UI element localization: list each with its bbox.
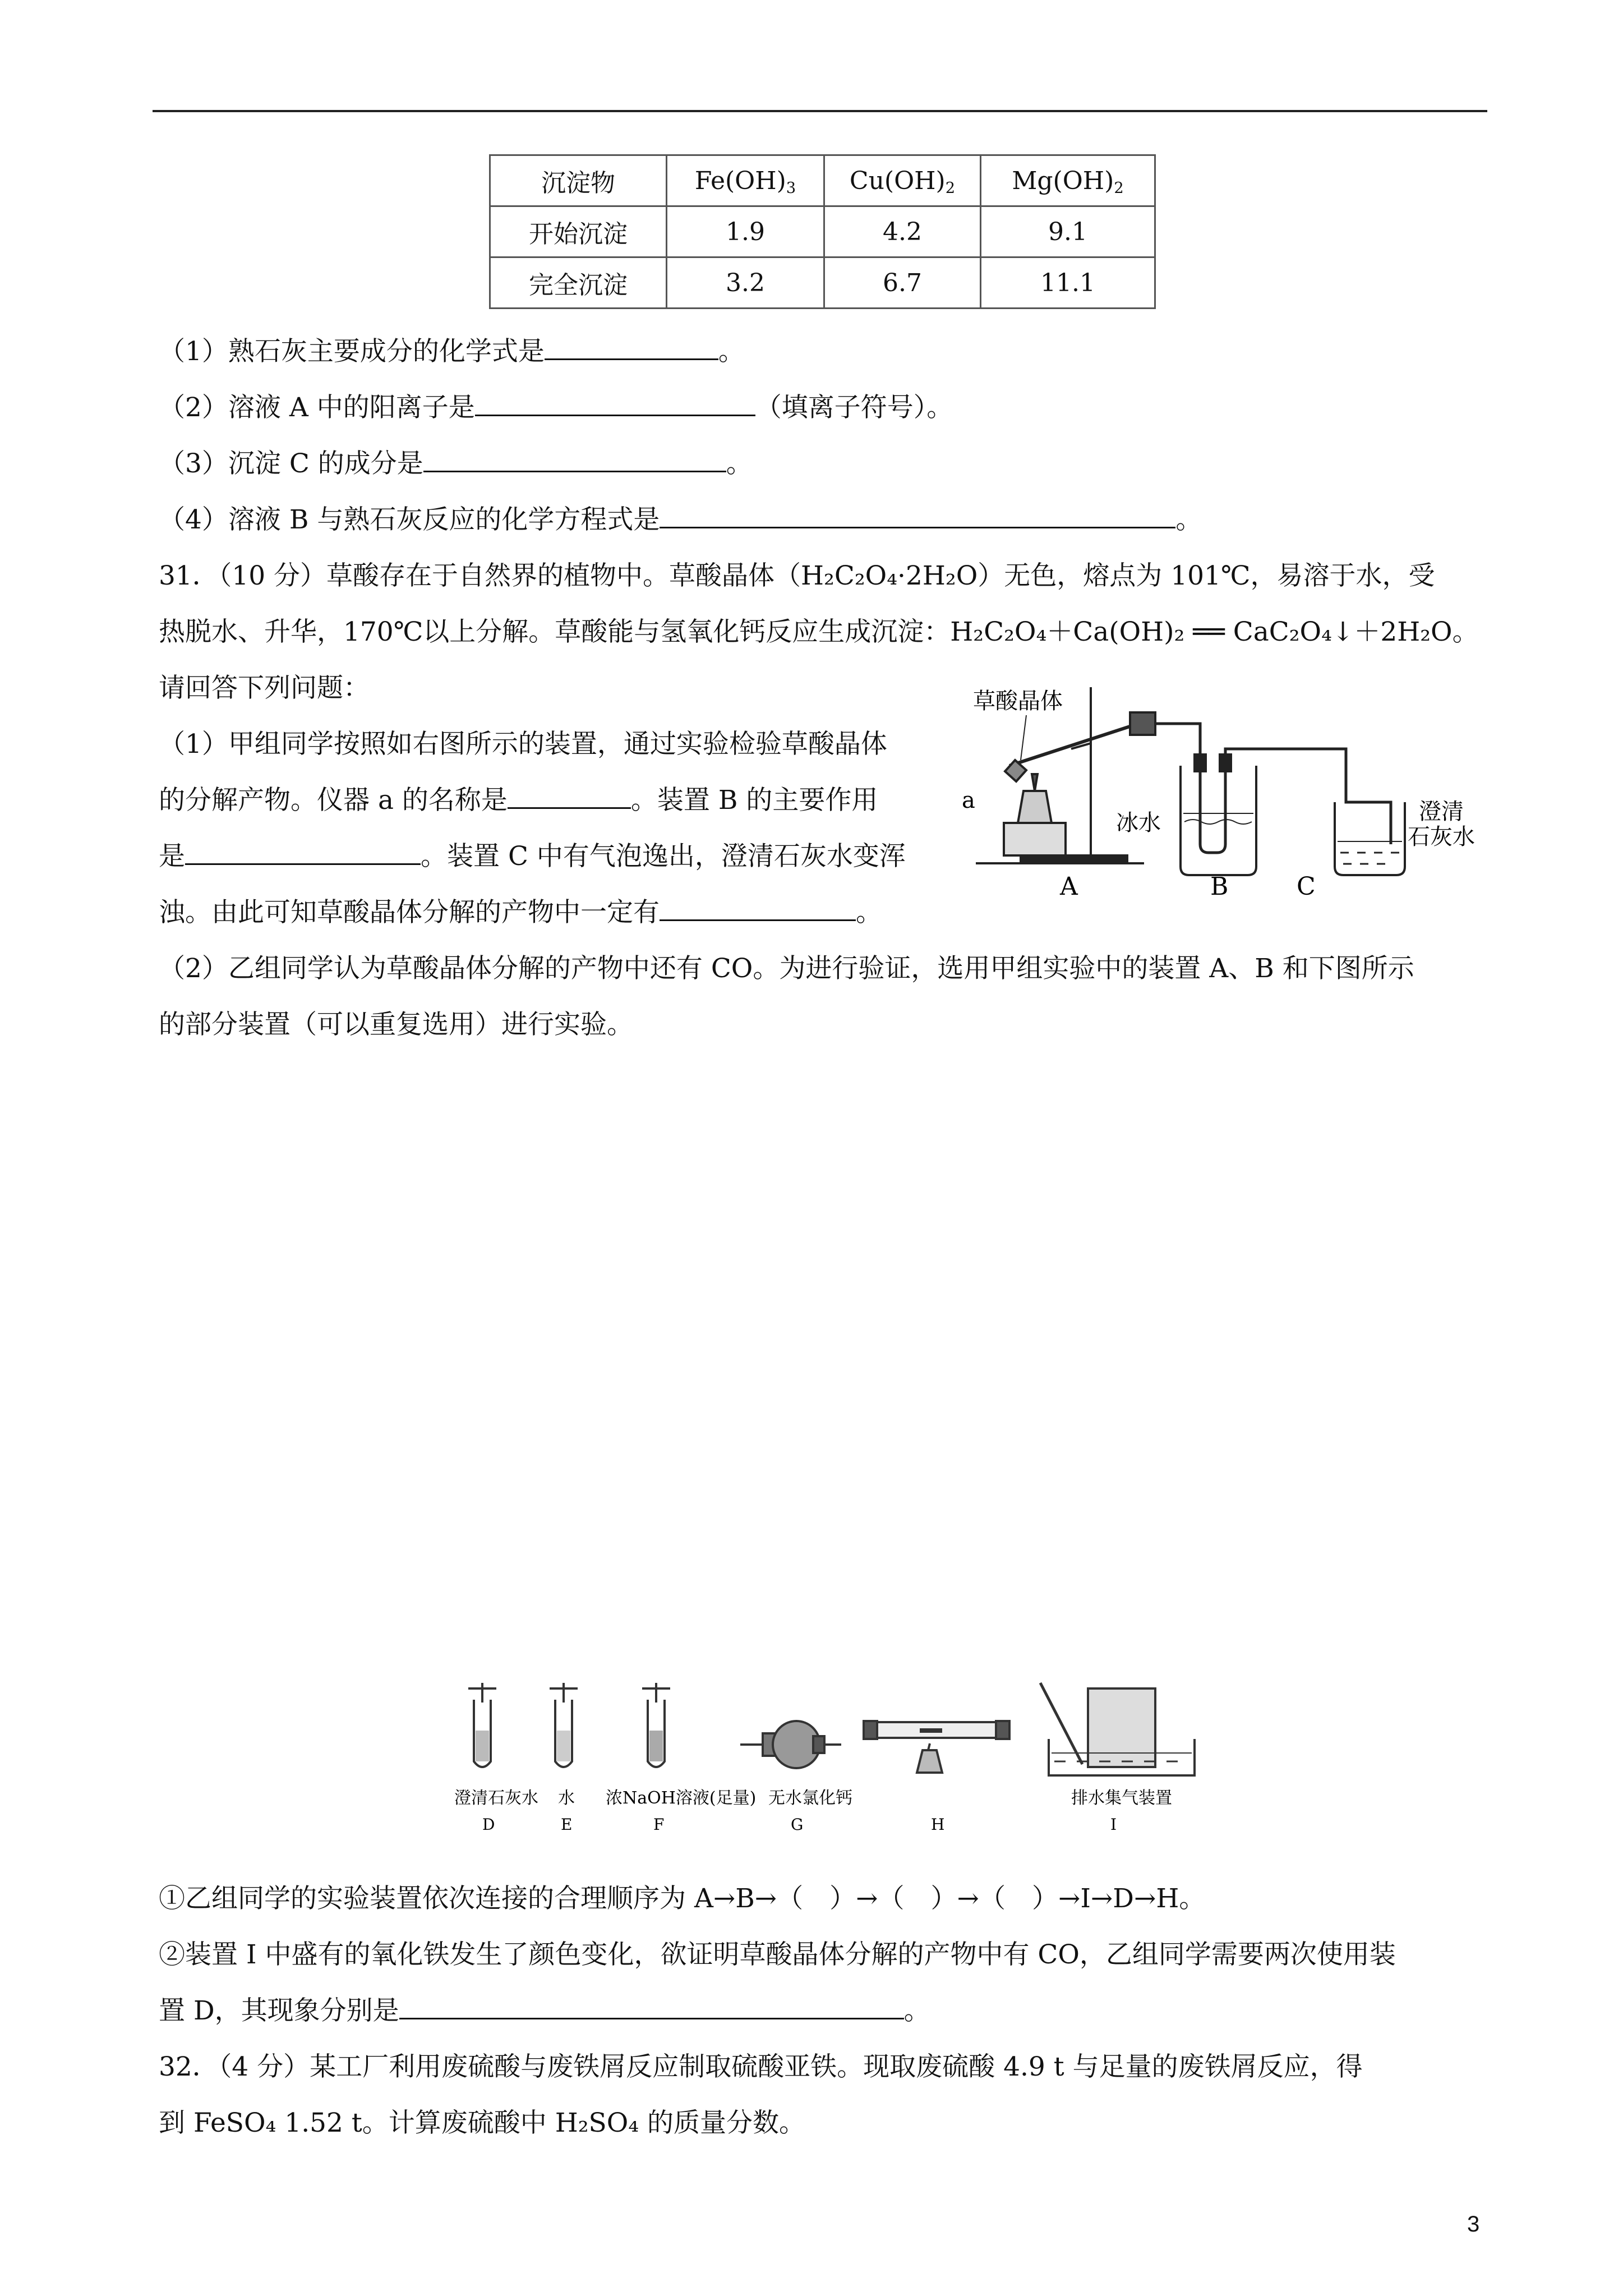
- answer-blank[interactable]: [399, 1995, 904, 2019]
- table-cell: 开始沉淀: [490, 206, 667, 257]
- table-cell: 完全沉淀: [490, 257, 667, 309]
- apparatus-i: [1040, 1683, 1195, 1775]
- answer-blank[interactable]: [545, 336, 718, 360]
- question-text: 浊。由此可知草酸晶体分解的产物中一定有: [159, 897, 660, 928]
- label-F: F: [653, 1815, 665, 1834]
- table-header-cell: [490, 155, 667, 206]
- limewater-label-1: 澄清: [1419, 799, 1464, 825]
- label-I: I: [1110, 1815, 1117, 1834]
- table-cell: 4.2: [824, 206, 981, 257]
- table-header-cell: [981, 155, 1155, 206]
- crystal-label: 草酸晶体: [973, 688, 1063, 714]
- table-cell: 9.1: [981, 206, 1155, 257]
- table-row: [490, 206, 1155, 257]
- punct: 。: [903, 1995, 930, 2026]
- precipitation-ph-table: [489, 154, 1156, 309]
- label-B: B: [1210, 872, 1229, 901]
- punct: 。: [718, 336, 745, 367]
- answer-blank[interactable]: [508, 785, 631, 809]
- q31-line3: 请回答下列问题：: [159, 673, 370, 703]
- q31-line2: 热脱水、升华，170℃以上分解。草酸能与氢氧化钙反应生成沉淀：H₂C₂O₄＋Ca(OH)₂ ══ CaC₂O₄↓＋2H₂O。: [159, 616, 1479, 647]
- limewater-label-2: 石灰水: [1408, 824, 1475, 850]
- apparatus-figure-d-to-i: [449, 1677, 1211, 1834]
- header-text: Mg(OH): [1012, 166, 1114, 195]
- instrument-a-label: a: [962, 788, 975, 813]
- answer-blank[interactable]: [185, 841, 421, 865]
- apparatus-e: [550, 1683, 578, 1767]
- label-G: G: [791, 1815, 804, 1834]
- table-cell: 1.9: [667, 206, 824, 257]
- label-naoh: 浓NaOH溶液(足量): [606, 1788, 757, 1808]
- header-rule: [153, 110, 1487, 112]
- header-text: Fe(OH): [694, 166, 786, 195]
- label-H: H: [931, 1815, 945, 1834]
- tube-a-b: [1155, 724, 1200, 844]
- punct: 。: [856, 897, 882, 928]
- question-text: 的分解产物。仪器 a 的名称是: [159, 785, 508, 816]
- label-E: E: [561, 1815, 573, 1834]
- q30-part4: [159, 503, 1202, 537]
- q31-step2: ②装置 I 中盛有的氧化铁发生了颜色变化，欲证明草酸晶体分解的产物中有 CO，乙组同学需要两次使用装: [159, 1939, 1396, 1970]
- q30-part3: [159, 447, 753, 481]
- q31-line6: [159, 840, 906, 873]
- q31-line5: [159, 784, 878, 817]
- apparatus-c: [1335, 802, 1405, 875]
- apparatus-b: [1181, 749, 1391, 875]
- label-limewater: 澄清石灰水: [454, 1788, 538, 1808]
- page-number: 3: [1467, 2212, 1480, 2237]
- q32-line2: 到 FeSO₄ 1.52 t。计算废硫酸中 H₂SO₄ 的质量分数。: [159, 2108, 806, 2138]
- answer-blank[interactable]: [423, 448, 726, 472]
- table-row: [490, 257, 1155, 309]
- q31-line8: （2）乙组同学认为草酸晶体分解的产物中还有 CO。为进行验证，选用甲组实验中的装置 A、B 和下图所示: [159, 953, 1414, 984]
- q31-step3: [159, 1994, 930, 2028]
- q30-part2: [159, 391, 953, 425]
- label-A: A: [1060, 872, 1078, 901]
- table-header-cell: [667, 155, 824, 206]
- apparatus-h: [864, 1721, 1009, 1773]
- table-header-row: [490, 155, 1155, 206]
- crystal-pointer: [1021, 715, 1026, 760]
- q31-line9: 的部分装置（可以重复选用）进行实验。: [159, 1009, 633, 1040]
- q32-line1: 32．（4 分）某工厂利用废硫酸与废铁屑反应制取硫酸亚铁。现取废硫酸 4.9 t 与足量的废铁屑反应，得: [159, 2051, 1363, 2082]
- answer-blank[interactable]: [660, 897, 856, 921]
- q31-line1: 31．（10 分）草酸存在于自然界的植物中。草酸晶体（H₂C₂O₄·2H₂O）无色，熔点为 101℃，易溶于水，受: [159, 560, 1435, 591]
- q31-line4: （1）甲组同学按照如右图所示的装置，通过实验检验草酸晶体: [159, 729, 887, 760]
- answer-blank[interactable]: [660, 504, 1175, 528]
- question-text: （2）溶液 A 中的阳离子是: [159, 392, 475, 423]
- question-text: （4）溶液 B 与熟石灰反应的化学方程式是: [159, 504, 660, 535]
- header-text: 沉淀物: [541, 169, 615, 197]
- question-text: 。装置 B 的主要作用: [630, 785, 878, 816]
- table-cell: 11.1: [981, 257, 1155, 309]
- apparatus-g: [740, 1721, 841, 1768]
- header-text: Cu(OH): [849, 166, 946, 195]
- label-cacl2: 无水氯化钙: [768, 1788, 852, 1808]
- ice-water-label: 冰水: [1116, 810, 1161, 836]
- table-cell: 6.7: [824, 257, 981, 309]
- q30-part1: [159, 335, 745, 369]
- label-collection: 排水集气装置: [1071, 1788, 1172, 1808]
- question-text: 置 D，其现象分别是: [159, 1995, 399, 2026]
- question-text: （1）熟石灰主要成分的化学式是: [159, 336, 545, 367]
- apparatus-figure-abc: [953, 676, 1486, 912]
- label-D: D: [482, 1815, 495, 1834]
- label-C: C: [1297, 872, 1316, 901]
- question-text: （填离子符号）。: [755, 392, 953, 423]
- subscript: 2: [1114, 179, 1124, 197]
- question-text: 是: [159, 841, 185, 872]
- table-cell: 3.2: [667, 257, 824, 309]
- table-header-cell: [824, 155, 981, 206]
- apparatus-f: [642, 1683, 670, 1767]
- subscript: 3: [786, 179, 796, 197]
- punct: 。: [1175, 504, 1202, 535]
- question-text: （3）沉淀 C 的成分是: [159, 448, 423, 479]
- question-text: 。装置 C 中有气泡逸出，澄清石灰水变浑: [421, 841, 906, 872]
- apparatus-d: [468, 1683, 496, 1767]
- answer-blank[interactable]: [475, 392, 755, 416]
- q31-step1: ①乙组同学的实验装置依次连接的合理顺序为 A→B→（ ）→（ ）→（ ）→I→D→H。: [159, 1883, 1206, 1914]
- subscript: 2: [945, 179, 956, 197]
- punct: 。: [726, 448, 753, 479]
- label-water: 水: [558, 1788, 575, 1808]
- q31-line7: [159, 896, 882, 930]
